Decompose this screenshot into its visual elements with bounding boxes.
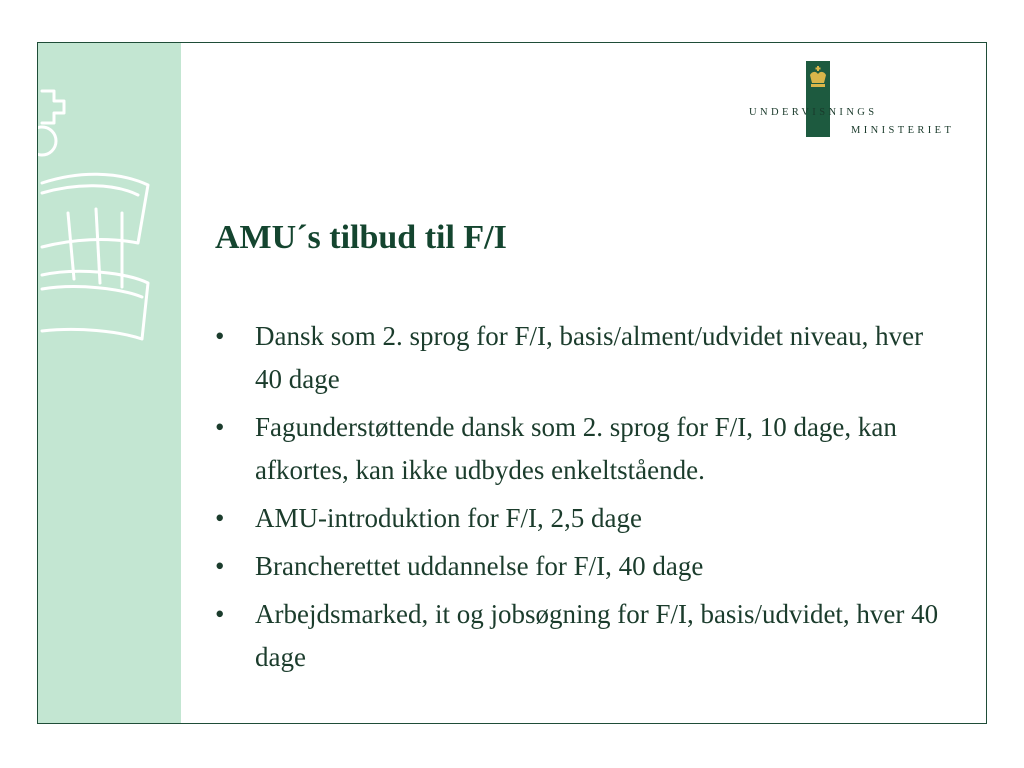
bullet-mark: • [215,599,225,629]
logo-text-line2: MINISTERIET [851,125,955,136]
bullet-text: Brancherettet uddannelse for F/I, 40 dage [255,551,704,581]
bullet-list [215,315,955,684]
slide [37,42,987,724]
crown-outline-icon [38,43,181,343]
bullet-mark: • [215,412,225,442]
side-panel [38,43,181,723]
bullet-mark: • [215,321,225,351]
bullet-item [215,406,955,492]
bullet-text: Fagunderstøttende dansk som 2. sprog for F/I, 10 dage, kan afkortes, kan ikke udbydes enkeltstående. [255,412,897,485]
slide-title: AMU´s tilbud til F/I [215,219,507,256]
crown-icon [808,66,828,92]
bullet-text: Arbejdsmarked, it og jobsøgning for F/I, basis/udvidet, hver 40 dage [255,599,939,672]
bullet-mark: • [215,503,225,533]
logo-bar [806,61,830,137]
bullet-item [215,593,955,679]
bullet-text: Dansk som 2. sprog for F/I, basis/alment/udvidet niveau, hver 40 dage [255,321,924,394]
bullet-item [215,315,955,401]
bullet-text: AMU-introduktion for F/I, 2,5 dage [255,503,642,533]
ministry-logo [747,61,962,141]
bullet-item [215,497,955,540]
bullet-mark: • [215,551,225,581]
bullet-item [215,545,955,588]
logo-text-line1: UNDERVISNINGS [749,107,878,118]
